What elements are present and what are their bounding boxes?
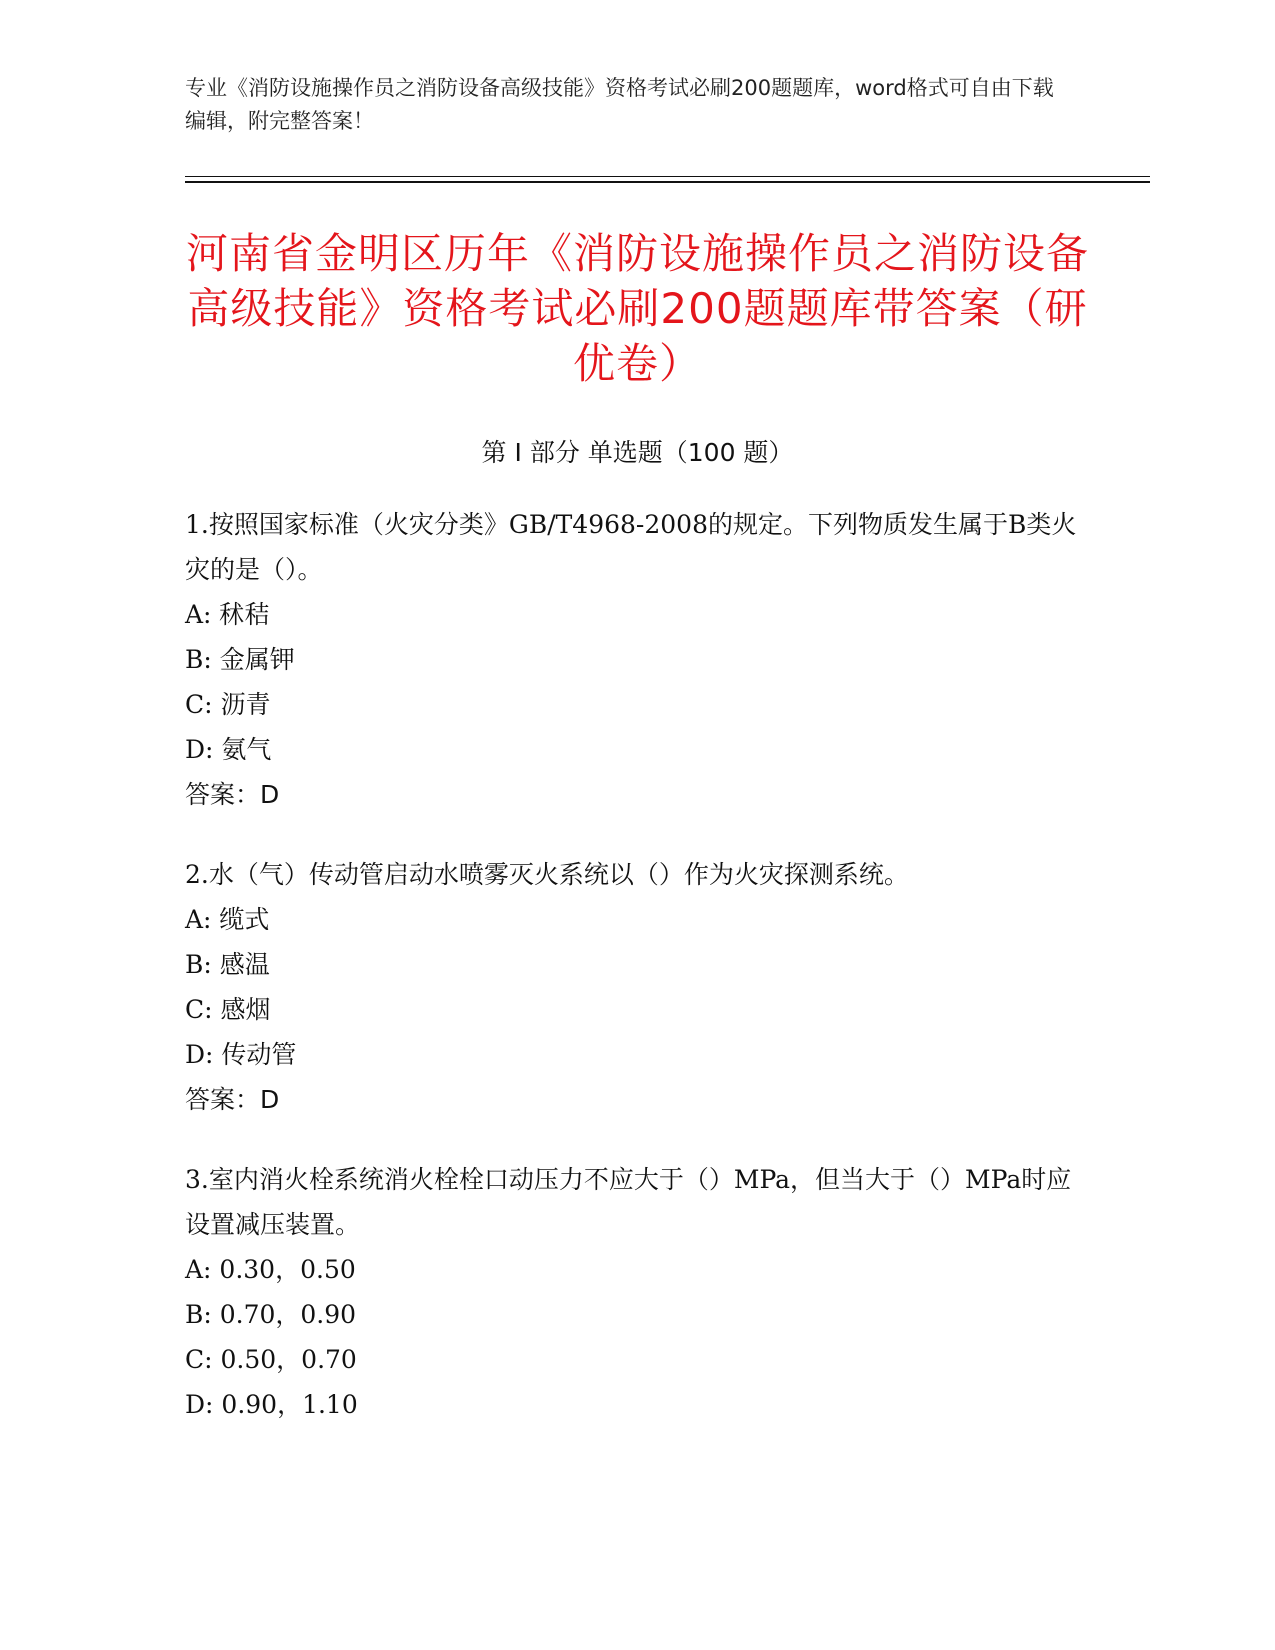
section-title: 第 I 部分 单选题（100 题） bbox=[481, 438, 794, 467]
question-stem: 1.按照国家标准（火灾分类》GB/T4968-2008的规定。下列物质发生属于B类火灾的是（）。 bbox=[185, 510, 1077, 584]
question-stem: 3.室内消火栓系统消火栓栓口动压力不应大于（）MPa，但当大于（）MPa时应设置减压装置。 bbox=[185, 1165, 1072, 1239]
question-stem: 2.水（气）传动管启动水喷雾灭火系统以（）作为火灾探测系统。 bbox=[185, 860, 909, 889]
option-c: C: 0.50，0.70 bbox=[185, 1345, 357, 1374]
header-divider-thin bbox=[185, 176, 1150, 177]
header-divider-thick bbox=[185, 181, 1150, 183]
option-d: D: 传动管 bbox=[185, 1040, 297, 1069]
answer: 答案：D bbox=[185, 780, 280, 809]
option-b: B: 金属钾 bbox=[185, 645, 295, 674]
option-b: B: 0.70，0.90 bbox=[185, 1300, 357, 1329]
answer: 答案：D bbox=[185, 1085, 280, 1114]
question-2 bbox=[185, 852, 1090, 1122]
option-c: C: 沥青 bbox=[185, 690, 271, 719]
option-a: A: 秫秸 bbox=[185, 600, 270, 629]
option-a: A: 缆式 bbox=[185, 905, 270, 934]
question-1 bbox=[185, 502, 1090, 817]
option-a: A: 0.30，0.50 bbox=[185, 1255, 356, 1284]
question-3 bbox=[185, 1157, 1090, 1427]
document-title: 河南省金明区历年《消防设施操作员之消防设备高级技能》资格考试必刷200题题库带答案（研优卷） bbox=[185, 229, 1089, 388]
option-b: B: 感温 bbox=[185, 950, 270, 979]
header-note: 专业《消防设施操作员之消防设备高级技能》资格考试必刷200题题库，word格式可自由下载编辑，附完整答案！ bbox=[185, 76, 1054, 133]
option-d: D: 0.90，1.10 bbox=[185, 1390, 358, 1419]
option-d: D: 氨气 bbox=[185, 735, 272, 764]
option-c: C: 感烟 bbox=[185, 995, 271, 1024]
